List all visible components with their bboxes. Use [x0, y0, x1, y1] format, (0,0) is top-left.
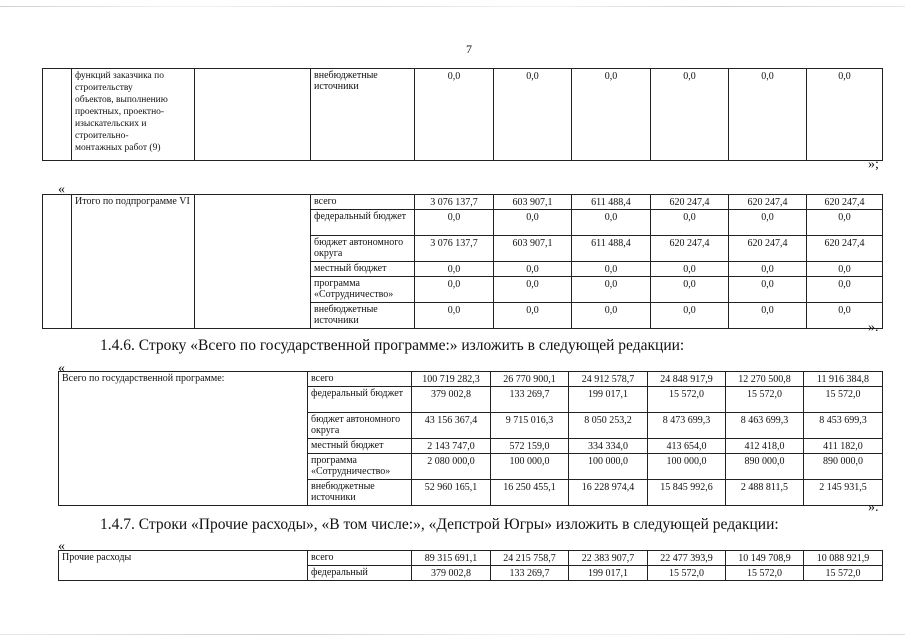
- paragraph-1-4-7: 1.4.7. Строки «Прочие расходы», «В том числе:», «Депстрой Югры» изложить в следующей редакции:: [100, 516, 779, 533]
- value-cell: 620 247,4: [807, 195, 883, 210]
- source-label: внебюджетные источники: [311, 69, 415, 161]
- source-label: программа «Сотрудничество»: [308, 454, 412, 480]
- source-label: федеральный: [308, 566, 412, 581]
- source-label: федеральный бюджет: [308, 387, 412, 413]
- value-cell: 89 315 691,1: [412, 551, 491, 566]
- value-cell: 0,0: [415, 69, 494, 161]
- source-label: внебюджетные источники: [311, 303, 415, 329]
- value-cell: 100 719 282,3: [412, 372, 491, 387]
- value-cell: 2 145 931,5: [804, 480, 883, 506]
- value-cell: 12 270 500,8: [726, 372, 804, 387]
- table-row: [59, 372, 883, 387]
- value-cell: 0,0: [807, 303, 883, 329]
- source-label: всего: [308, 551, 412, 566]
- table-continuation: [42, 68, 883, 161]
- value-cell: 3 076 137,7: [415, 236, 494, 262]
- row-name: Прочие расходы: [59, 551, 308, 581]
- value-cell: 0,0: [651, 303, 729, 329]
- value-cell: 334 334,0: [569, 439, 648, 454]
- value-cell: 0,0: [651, 69, 729, 161]
- name-line: изыскательских и: [75, 119, 147, 129]
- value-cell: 603 907,1: [494, 236, 572, 262]
- value-cell: 0,0: [494, 69, 572, 161]
- value-cell: 0,0: [572, 303, 651, 329]
- value-cell: 412 418,0: [726, 439, 804, 454]
- value-cell: 100 000,0: [569, 454, 648, 480]
- value-cell: 0,0: [572, 277, 651, 303]
- value-cell: 0,0: [415, 262, 494, 277]
- value-cell: 24 912 578,7: [569, 372, 648, 387]
- value-cell: 0,0: [415, 277, 494, 303]
- value-cell: 620 247,4: [729, 195, 807, 210]
- source-label: программа «Сотрудничество»: [311, 277, 415, 303]
- value-cell: 0,0: [494, 303, 572, 329]
- source-label: местный бюджет: [311, 262, 415, 277]
- name-line: монтажных работ (9): [75, 143, 161, 153]
- value-cell: 199 017,1: [569, 566, 648, 581]
- value-cell: 620 247,4: [651, 195, 729, 210]
- value-cell: 15 572,0: [726, 387, 804, 413]
- value-cell: 620 247,4: [807, 236, 883, 262]
- value-cell: 0,0: [494, 262, 572, 277]
- value-cell: 9 715 016,3: [491, 413, 569, 439]
- value-cell: 22 383 907,7: [569, 551, 648, 566]
- value-cell: 0,0: [729, 303, 807, 329]
- value-cell: 52 960 165,1: [412, 480, 491, 506]
- source-label: всего: [308, 372, 412, 387]
- value-cell: 0,0: [572, 262, 651, 277]
- table-row: [43, 195, 883, 210]
- value-cell: 15 572,0: [648, 566, 726, 581]
- value-cell: 0,0: [729, 69, 807, 161]
- paragraph-1-4-6: 1.4.6. Строку «Всего по государственной программе:» изложить в следующей редакции:: [100, 337, 685, 354]
- value-cell: 0,0: [729, 277, 807, 303]
- value-cell: 0,0: [572, 69, 651, 161]
- value-cell: 611 488,4: [572, 236, 651, 262]
- value-cell: 611 488,4: [572, 195, 651, 210]
- value-cell: 0,0: [807, 69, 883, 161]
- value-cell: 43 156 367,4: [412, 413, 491, 439]
- value-cell: 572 159,0: [491, 439, 569, 454]
- blank-cell: [43, 195, 72, 329]
- table-program-total: [58, 371, 883, 506]
- source-label: федеральный бюджет: [311, 210, 415, 236]
- blank-cell: [195, 69, 311, 161]
- value-cell: 603 907,1: [494, 195, 572, 210]
- subprogram-name: Итого по подпрограмме VI: [72, 195, 195, 329]
- value-cell: 2 488 811,5: [726, 480, 804, 506]
- source-label: бюджет автономного округа: [308, 413, 412, 439]
- page-number: 7: [466, 42, 472, 56]
- value-cell: 100 000,0: [648, 454, 726, 480]
- source-label: внебюджетные источники: [308, 480, 412, 506]
- source-label: местный бюджет: [308, 439, 412, 454]
- scan-edge-bottom: [0, 634, 905, 635]
- value-cell: 0,0: [651, 277, 729, 303]
- value-cell: 8 463 699,3: [726, 413, 804, 439]
- value-cell: 0,0: [729, 210, 807, 236]
- blank-cell: [43, 69, 72, 161]
- source-label: всего: [311, 195, 415, 210]
- close-quote: »;: [868, 157, 879, 172]
- value-cell: 2 143 747,0: [412, 439, 491, 454]
- value-cell: 2 080 000,0: [412, 454, 491, 480]
- table-row: [59, 551, 883, 566]
- value-cell: 0,0: [807, 277, 883, 303]
- value-cell: 10 149 708,9: [726, 551, 804, 566]
- value-cell: 0,0: [494, 277, 572, 303]
- value-cell: 24 215 758,7: [491, 551, 569, 566]
- value-cell: 0,0: [651, 210, 729, 236]
- value-cell: 11 916 384,8: [804, 372, 883, 387]
- measure-name: [72, 69, 195, 161]
- open-quote: «: [58, 361, 65, 376]
- value-cell: 15 572,0: [804, 387, 883, 413]
- value-cell: 15 572,0: [648, 387, 726, 413]
- name-line: строительно-: [75, 131, 129, 141]
- value-cell: 16 250 455,1: [491, 480, 569, 506]
- value-cell: 411 182,0: [804, 439, 883, 454]
- value-cell: 890 000,0: [804, 454, 883, 480]
- open-quote: «: [58, 539, 65, 554]
- value-cell: 0,0: [807, 262, 883, 277]
- value-cell: 8 473 699,3: [648, 413, 726, 439]
- value-cell: 133 269,7: [491, 566, 569, 581]
- blank-cell: [195, 195, 311, 329]
- value-cell: 0,0: [415, 303, 494, 329]
- value-cell: 8 050 253,2: [569, 413, 648, 439]
- value-cell: 15 845 992,6: [648, 480, 726, 506]
- name-line: проектных, проектно-: [75, 107, 165, 117]
- open-quote: «: [58, 182, 65, 197]
- value-cell: 0,0: [415, 210, 494, 236]
- value-cell: 890 000,0: [726, 454, 804, 480]
- name-line: функций заказчика по: [75, 71, 164, 81]
- value-cell: 379 002,8: [412, 387, 491, 413]
- source-label: бюджет автономного округа: [311, 236, 415, 262]
- value-cell: 22 477 393,9: [648, 551, 726, 566]
- table-subprogram-total: [42, 194, 883, 329]
- value-cell: 199 017,1: [569, 387, 648, 413]
- value-cell: 26 770 900,1: [491, 372, 569, 387]
- name-line: объектов, выполнению: [75, 95, 168, 105]
- value-cell: 3 076 137,7: [415, 195, 494, 210]
- value-cell: 15 572,0: [726, 566, 804, 581]
- value-cell: 0,0: [651, 262, 729, 277]
- value-cell: 620 247,4: [651, 236, 729, 262]
- table-other-expenses: [58, 550, 883, 581]
- value-cell: 24 848 917,9: [648, 372, 726, 387]
- value-cell: 0,0: [572, 210, 651, 236]
- table-row: [43, 69, 883, 161]
- value-cell: 0,0: [807, 210, 883, 236]
- close-quote: ».: [868, 320, 879, 335]
- value-cell: 16 228 974,4: [569, 480, 648, 506]
- value-cell: 10 088 921,9: [804, 551, 883, 566]
- value-cell: 413 654,0: [648, 439, 726, 454]
- value-cell: 8 453 699,3: [804, 413, 883, 439]
- value-cell: 100 000,0: [491, 454, 569, 480]
- value-cell: 15 572,0: [804, 566, 883, 581]
- name-line: строительству: [75, 83, 133, 93]
- close-quote: ».: [868, 500, 879, 515]
- value-cell: 620 247,4: [729, 236, 807, 262]
- value-cell: 0,0: [494, 210, 572, 236]
- scan-edge-top: [0, 6, 905, 7]
- value-cell: 379 002,8: [412, 566, 491, 581]
- value-cell: 0,0: [729, 262, 807, 277]
- value-cell: 133 269,7: [491, 387, 569, 413]
- program-name: Всего по государственной программе:: [59, 372, 308, 506]
